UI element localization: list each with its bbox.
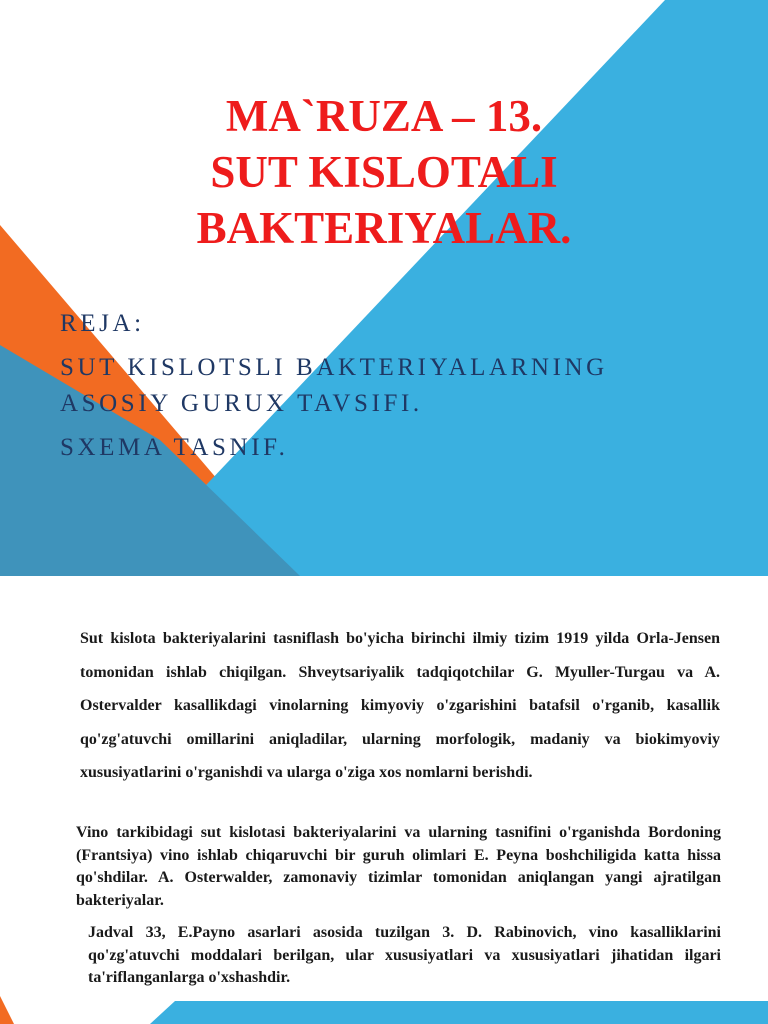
plan-heading: REJA:: [60, 310, 145, 337]
plan-item-1-line-2: ASOSIY GURUX TAVSIFI.: [60, 390, 423, 417]
paragraph-2: Vino tarkibidagi sut kislotasi bakteriyalarini va ularning tasnifini o'rganishda Bordoning (Frantsiya) vino ishlab chiqaruvchi bir guruh olimlari E. Peyna boshchiligida katta hissa qo'shdilar. A. Osterwalder, zamonaviy tizimlar tomonidan aniqlangan yangi ajratilgan bakteriyalar.: [76, 824, 721, 909]
title-line: MA`RUZA – 13.: [225, 91, 543, 141]
title-line: BAKTERIYALAR.: [196, 203, 572, 253]
title-line: SUT KISLOTALI: [210, 147, 558, 197]
plan-item-1-line-1: SUT KISLOTSLI BAKTERIYALARNING: [60, 354, 608, 381]
slide-title: [0, 88, 768, 256]
paragraph-3: Jadval 33, E.Payno asarlari asosida tuzilgan 3. D. Rabinovich, vino kasalliklarini qo'zg'atuvchi moddalari berilgan, ular xususiyatlari va xususiyatlari jihatidan ilgari ta'riflanganlarga o'xshashdir.: [88, 924, 721, 986]
paragraph-1: Sut kislota bakteriyalarini tasniflash bo'yicha birinchi ilmiy tizim 1919 yilda Orla-Jensen tomonidan ishlab chiqilgan. Shveytsariyalik tadqiqotchilar G. Myuller-Turgau va A. Ostervalder kasallikdagi vinolarning kimyoviy o'zgarishini batafsil o'rganib, kasallik qo'zg'atuvchi omillarini aniqladilar, ularning morfologik, madaniy va biokimyoviy xususiyatlarini o'rganishdi va ularga o'ziga xos nomlarni berishdi.: [80, 630, 720, 781]
bottom-blue-strip: [150, 1001, 768, 1024]
plan-item-2: SXEMA TASNIF.: [60, 434, 289, 461]
plan-list: [60, 306, 608, 466]
